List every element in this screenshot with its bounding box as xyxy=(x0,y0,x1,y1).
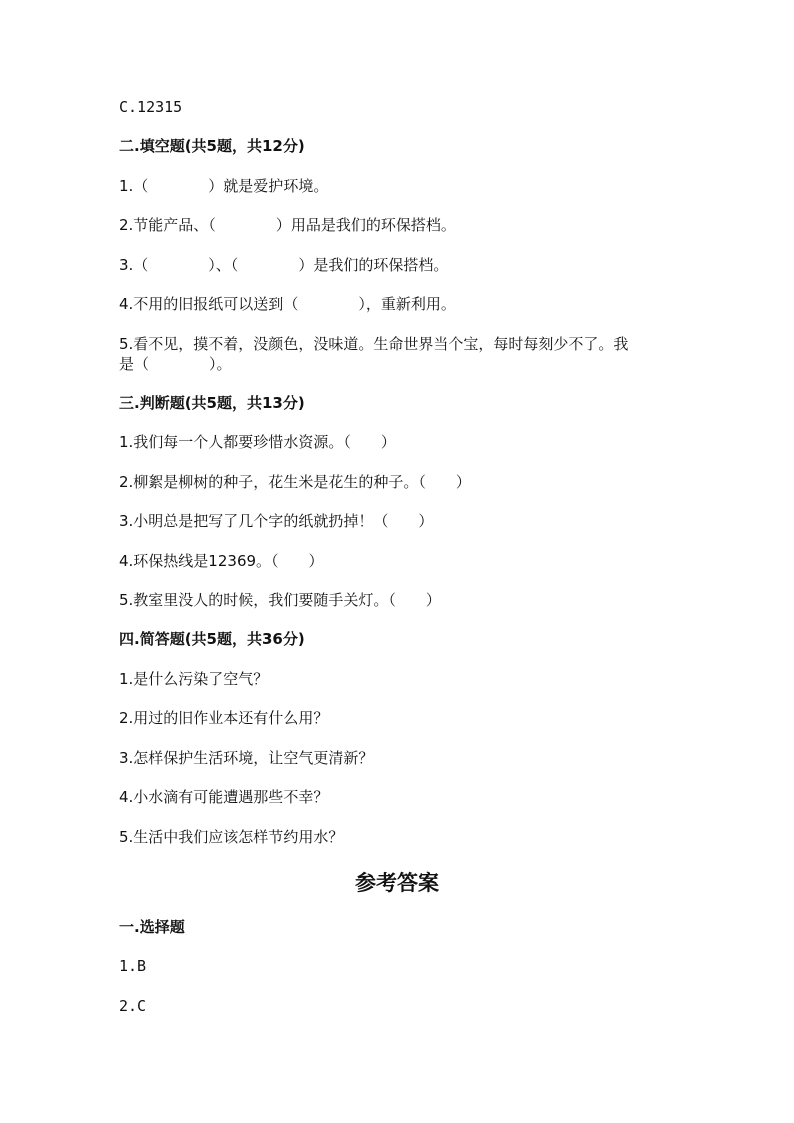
fill-in-item-3: 3.（ ）、（ ）是我们的环保搭档。 xyxy=(119,256,449,274)
answers-heading: 一.选择题 xyxy=(119,918,185,936)
answers-title: 参考答案 xyxy=(355,870,439,895)
judge-heading: 三.判断题(共5题，共13分) xyxy=(119,394,305,412)
judge-item-2: 2.柳絮是柳树的种子，花生米是花生的种子。（ ） xyxy=(119,473,471,491)
fill-in-heading: 二.填空题(共5题，共12分) xyxy=(119,137,305,155)
answer-item-1: 1.B xyxy=(119,957,147,975)
fill-in-item-5-cont: 是（ ）。 xyxy=(119,355,232,373)
fill-in-item-1: 1.（ ）就是爱护环境。 xyxy=(119,177,329,195)
short-answer-item-2: 2.用过的旧作业本还有什么用？ xyxy=(119,709,329,727)
short-answer-item-4: 4.小水滴有可能遭遇那些不幸？ xyxy=(119,788,329,806)
fill-in-item-4: 4.不用的旧报纸可以送到（ ），重新利用。 xyxy=(119,295,456,313)
judge-item-3: 3.小明总是把写了几个字的纸就扔掉！（ ） xyxy=(119,512,434,530)
answer-item-2: 2.C xyxy=(119,997,147,1015)
fill-in-item-2: 2.节能产品、（ ）用品是我们的环保搭档。 xyxy=(119,216,456,234)
short-answer-item-1: 1.是什么污染了空气？ xyxy=(119,670,269,688)
judge-item-1: 1.我们每一个人都要珍惜水资源。（ ） xyxy=(119,433,396,451)
prev-option: C.12315 xyxy=(119,98,183,116)
short-answer-item-3: 3.怎样保护生活环境，让空气更清新？ xyxy=(119,749,374,767)
judge-item-5: 5.教室里没人的时候，我们要随手关灯。（ ） xyxy=(119,591,441,609)
short-answer-item-5: 5.生活中我们应该怎样节约用水？ xyxy=(119,828,344,846)
judge-item-4: 4.环保热线是12369。（ ） xyxy=(119,552,324,570)
short-answer-heading: 四.简答题(共5题，共36分) xyxy=(119,630,305,648)
fill-in-item-5: 5.看不见，摸不着，没颜色，没味道。生命世界当个宝，每时每刻少不了。我 xyxy=(119,335,629,353)
